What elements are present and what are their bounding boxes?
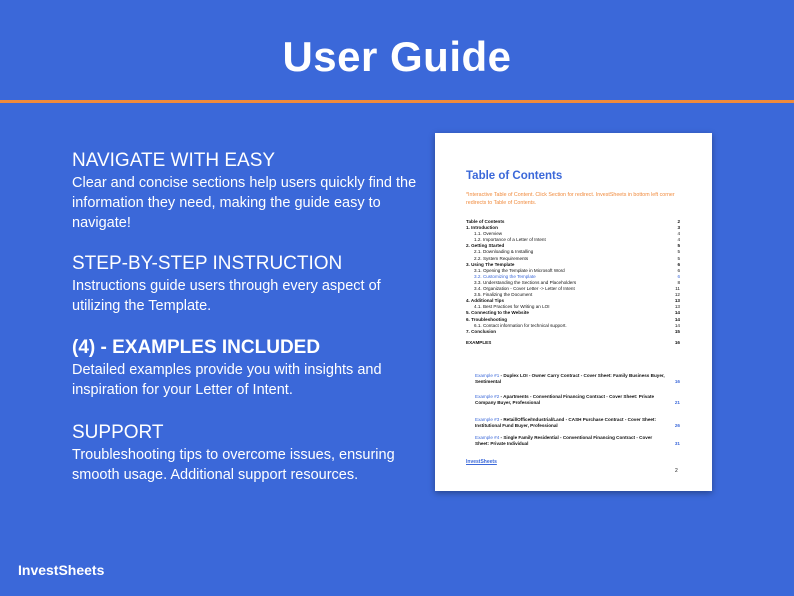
toc-item-label: 3.3. Understanding the Sections and Placeholders xyxy=(474,279,577,285)
toc-item-label: 7. Conclusion xyxy=(466,328,497,334)
toc-item-label: 3. Using The Template xyxy=(466,261,515,267)
toc-item-label: 6.1. Contact information for technical support. xyxy=(474,322,567,328)
toc-item-page: 4 xyxy=(677,231,680,237)
toc-item-label: 1. Introduction xyxy=(466,225,498,231)
toc-item-page: 14 xyxy=(674,322,680,328)
example-entry[interactable] xyxy=(466,417,680,430)
doc-page-number: 2 xyxy=(675,468,678,474)
examples-header-page: 16 xyxy=(674,339,680,345)
toc-item-label: 6. Troubleshooting xyxy=(466,316,508,322)
example-entry[interactable] xyxy=(466,394,680,407)
toc-item-label: 4. Additional Tips xyxy=(466,298,505,304)
feature-step-by-step xyxy=(72,253,422,316)
example-label: Example #2 xyxy=(475,394,500,399)
toc-item-page: 6 xyxy=(677,267,680,273)
example-label: Example #4 xyxy=(475,435,500,440)
feature-text: Detailed examples provide you with insights and inspiration for your Letter of Intent. xyxy=(72,362,382,398)
toc-item-label: 2.1. Downloading & Installing xyxy=(474,249,534,255)
orange-divider xyxy=(0,100,794,103)
feature-examples xyxy=(72,337,422,400)
example-page: 26 xyxy=(674,423,680,429)
toc-item-label: 2.2. System Requirements xyxy=(474,255,529,261)
toc-item-label: 1.2. Importance of a Letter of Intent xyxy=(474,237,546,243)
toc-item-page: 6 xyxy=(677,261,680,267)
example-page: 16 xyxy=(674,379,680,385)
page-title: User Guide xyxy=(282,33,512,80)
feature-heading: NAVIGATE WITH EASY xyxy=(72,150,276,171)
toc-item-page: 6 xyxy=(677,273,680,279)
toc-item-page: 8 xyxy=(677,279,680,285)
toc-item-page: 13 xyxy=(674,298,680,304)
doc-toc-title: Table of Contents xyxy=(466,170,563,182)
feature-text: Clear and concise sections help users quickly find the information they need, making the guide easy to navigate! xyxy=(72,175,417,231)
feature-navigate xyxy=(72,150,422,233)
toc-item-page: 15 xyxy=(674,328,680,334)
toc-item-label: 3.2. Customizing the Template xyxy=(474,273,536,279)
toc-item-label: 3.5. Finalizing the Document xyxy=(474,292,533,298)
toc-list xyxy=(466,219,680,346)
example-entry[interactable] xyxy=(466,373,680,386)
toc-item-label: 1.1. Overview xyxy=(474,231,503,237)
toc-item-label: 4.1. Best Practices for Writing an LOI xyxy=(474,304,550,310)
toc-item-page: 5 xyxy=(677,255,680,261)
toc-item-page: 12 xyxy=(674,292,680,298)
feature-text: Instructions guide users through every aspect of utilizing the Template. xyxy=(72,278,381,314)
feature-heading: STEP-BY-STEP INSTRUCTION xyxy=(72,253,343,274)
example-page: 21 xyxy=(674,400,680,406)
feature-text: Troubleshooting tips to overcome issues, ensuring smooth usage. Additional support resources. xyxy=(72,447,395,483)
example-description: - Retail/Office/Industrial/Land - CASH Purchase Contract - Cover Sheet: Institutional Fund Buyer, Professional xyxy=(475,417,656,429)
toc-item-page: 14 xyxy=(674,316,680,322)
feature-heading: (4) - EXAMPLES INCLUDED xyxy=(72,337,321,358)
toc-item-page: 3 xyxy=(677,225,680,231)
example-description: - Apartments - Conventional Financing Contract - Cover Sheet: Private Company Buyer, Professional xyxy=(475,394,655,406)
feature-support xyxy=(72,422,422,485)
toc-item-label: 2. Getting Started xyxy=(466,243,505,249)
toc-item-page: 4 xyxy=(677,237,680,243)
example-label: Example #3 xyxy=(475,417,500,422)
doc-note: *Interactive Table of Content. Click Section for redirect. InvestSheets in bottom left corner redirects to Table of Contents. xyxy=(466,192,675,206)
example-page: 31 xyxy=(674,441,680,447)
doc-footer-link[interactable]: InvestSheets xyxy=(466,459,497,465)
toc-item-page: 13 xyxy=(674,304,680,310)
toc-item-label: 3.1. Opening the Template in Microsoft Word xyxy=(474,267,565,273)
toc-item-page: 5 xyxy=(677,249,680,255)
toc-item-label: 5. Connecting to the Website xyxy=(466,310,529,316)
document-preview xyxy=(435,133,712,491)
toc-item-page: 5 xyxy=(677,243,680,249)
toc-item-page: 14 xyxy=(674,310,680,316)
examples-header-label: EXAMPLES xyxy=(466,339,492,345)
brand-logo-text: InvestSheets xyxy=(18,562,105,578)
examples-header[interactable] xyxy=(466,340,680,346)
example-label: Example #1 xyxy=(475,373,500,378)
toc-item-page: 11 xyxy=(675,286,680,292)
example-entry[interactable] xyxy=(466,435,680,448)
example-description: - Single Family Residential - Conventional Financing Contract - Cover Sheet: Private Individual xyxy=(475,435,653,447)
toc-item-page: 2 xyxy=(677,219,680,224)
feature-heading: SUPPORT xyxy=(72,422,164,443)
example-description: - Duplex LOI - Owner Carry Contract - Cover Sheet: Family Business Buyer, Sentimental xyxy=(475,373,665,385)
toc-item-label: Table of Contents xyxy=(466,219,505,224)
toc-item-label: 3.4. Organization - Cover Letter -> Letter of Intent xyxy=(474,286,575,292)
